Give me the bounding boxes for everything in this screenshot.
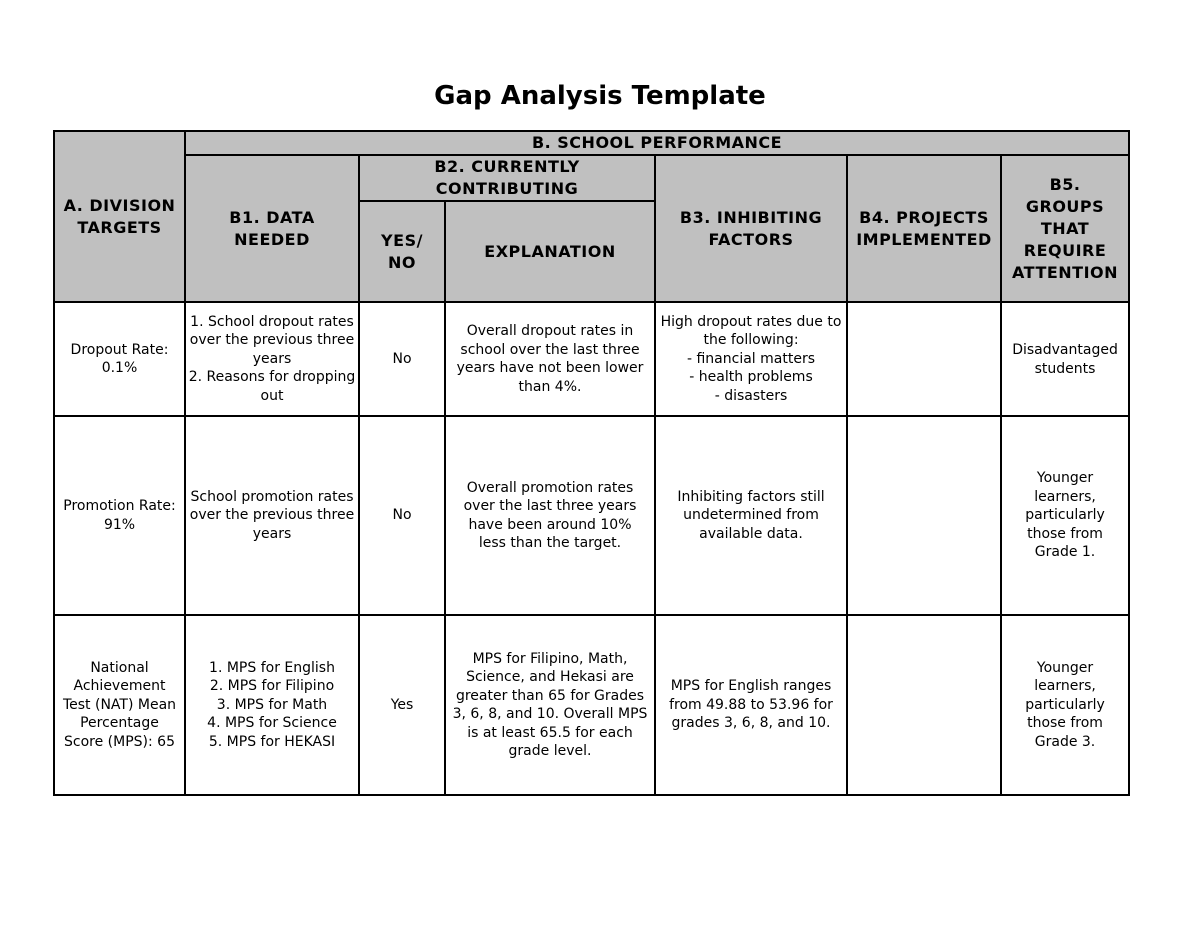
cell-inhibiting-factors: Inhibiting factors still undetermined from available data. — [655, 416, 847, 615]
table-row — [54, 302, 1129, 416]
header-division-targets: A. DIVISION TARGETS — [54, 131, 185, 302]
cell-groups-attention: Disadvantaged students — [1001, 302, 1129, 416]
cell-target: Dropout Rate: 0.1% — [54, 302, 185, 416]
header-inhibiting-factors: B3. INHIBITING FACTORS — [655, 155, 847, 302]
cell-yes-no: No — [359, 416, 445, 615]
cell-projects-implemented — [847, 615, 1001, 795]
cell-groups-attention: Younger learners, particularly those from Grade 3. — [1001, 615, 1129, 795]
cell-explanation: Overall dropout rates in school over the last three years have not been lower than 4%. — [445, 302, 655, 416]
cell-data-needed: 1. MPS for English 2. MPS for Filipino 3. MPS for Math 4. MPS for Science 5. MPS for HEKASI — [185, 615, 359, 795]
header-explanation: EXPLANATION — [445, 201, 655, 302]
page-title: Gap Analysis Template — [434, 81, 766, 111]
header-data-needed: B1. DATA NEEDED — [185, 155, 359, 302]
header-school-performance: B. SCHOOL PERFORMANCE — [185, 131, 1129, 155]
table-header — [54, 131, 1129, 302]
gap-analysis-table — [53, 130, 1130, 796]
cell-explanation: MPS for Filipino, Math, Science, and Hekasi are greater than 65 for Grades 3, 6, 8, and 10. Overall MPS is at least 65.5 for each grade level. — [445, 615, 655, 795]
cell-yes-no: No — [359, 302, 445, 416]
cell-data-needed: 1. School dropout rates over the previous three years 2. Reasons for dropping out — [185, 302, 359, 416]
cell-data-needed: School promotion rates over the previous three years — [185, 416, 359, 615]
cell-inhibiting-factors: High dropout rates due to the following: - financial matters - health problems - disasters — [655, 302, 847, 416]
header-yes-no: YES/ NO — [359, 201, 445, 302]
cell-projects-implemented — [847, 302, 1001, 416]
cell-explanation: Overall promotion rates over the last three years have been around 10% less than the target. — [445, 416, 655, 615]
cell-yes-no: Yes — [359, 615, 445, 795]
cell-target: Promotion Rate: 91% — [54, 416, 185, 615]
cell-projects-implemented — [847, 416, 1001, 615]
header-groups-attention: B5. GROUPS THAT REQUIRE ATTENTION — [1001, 155, 1129, 302]
header-projects-implemented: B4. PROJECTS IMPLEMENTED — [847, 155, 1001, 302]
cell-target: National Achievement Test (NAT) Mean Percentage Score (MPS): 65 — [54, 615, 185, 795]
table-row — [54, 615, 1129, 795]
cell-groups-attention: Younger learners, particularly those from Grade 1. — [1001, 416, 1129, 615]
header-currently-contributing: B2. CURRENTLY CONTRIBUTING — [359, 155, 655, 201]
table-body — [54, 302, 1129, 795]
cell-inhibiting-factors: MPS for English ranges from 49.88 to 53.96 for grades 3, 6, 8, and 10. — [655, 615, 847, 795]
table-row — [54, 416, 1129, 615]
